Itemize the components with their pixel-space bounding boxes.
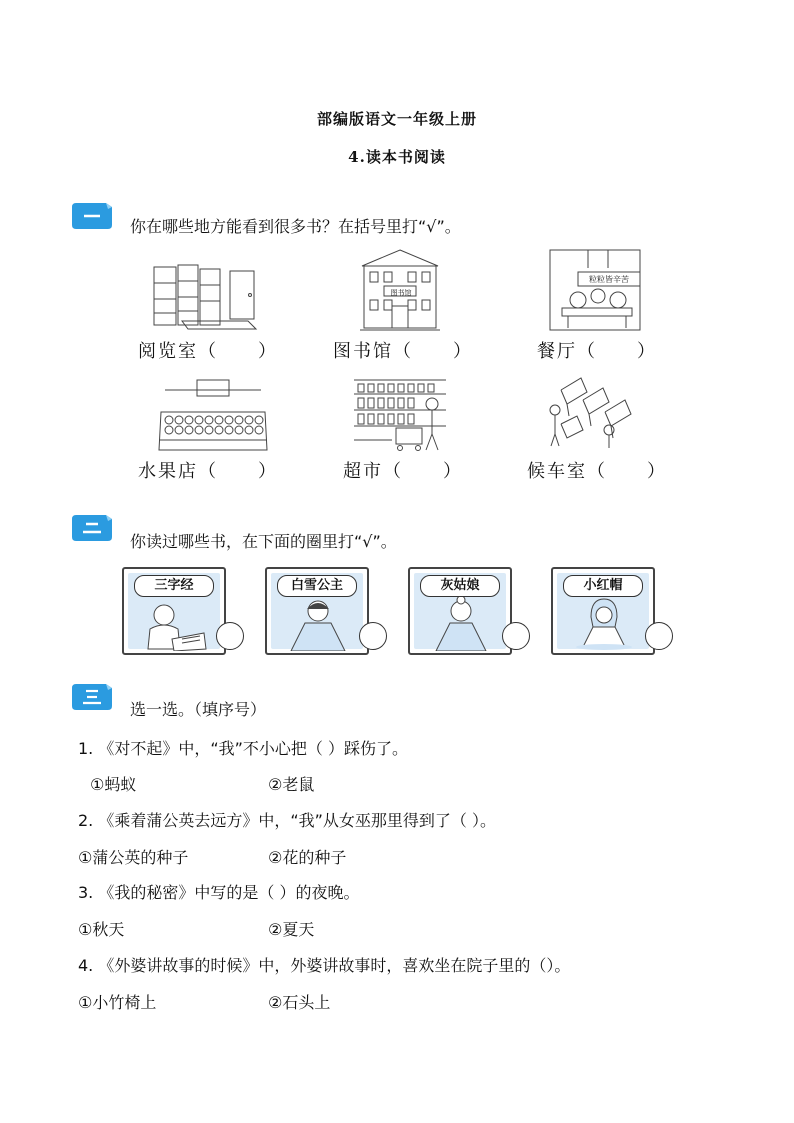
question-3-option-2: ②夏天 (268, 920, 315, 939)
fruit-shop-illustration (157, 378, 269, 454)
question-2-option-2: ②花的种子 (268, 848, 347, 867)
place-label-supermarket: 超市（ ） (343, 461, 463, 482)
place-label-canteen: 餐厅（ ） (537, 341, 657, 362)
section-one-badge-icon (72, 203, 112, 229)
section-three-badge-icon (72, 684, 112, 710)
question-1-option-1: ①蚂蚁 (90, 775, 137, 794)
question-4: 4. 《外婆讲故事的时候》中，外婆讲故事时，喜欢坐在院子里的（）。 (78, 956, 571, 975)
book-cover-4 (551, 567, 655, 655)
place-label-fruit-shop: 水果店（ ） (138, 461, 278, 482)
section-one-prompt: 你在哪些地方能看到很多书？在括号里打“√”。 (130, 217, 461, 236)
book-check-circle-3[interactable] (502, 622, 530, 650)
section-two-badge-icon (72, 515, 112, 541)
place-label-reading-room: 阅览室（ ） (138, 341, 278, 362)
book-check-circle-4[interactable] (645, 622, 673, 650)
canteen-illustration (548, 248, 642, 332)
question-1-option-2: ②老鼠 (268, 775, 315, 794)
book-illustration-1 (142, 599, 208, 651)
place-label-library: 图书馆（ ） (333, 341, 473, 362)
question-4-option-1: ①小竹椅上 (78, 993, 157, 1012)
question-1: 1. 《对不起》中，“我”不小心把（ ）踩伤了。 (78, 739, 409, 758)
question-2: 2. 《乘着蒲公英去远方》中，“我”从女巫那里得到了（ ）。 (78, 811, 497, 830)
book-title-3: 灰姑娘 (420, 575, 500, 597)
question-2-option-1: ①蒲公英的种子 (78, 848, 189, 867)
library-sign: 图书馆 (390, 289, 412, 297)
book-illustration-2 (285, 597, 351, 651)
canteen-sign: 粒粒皆辛苦 (589, 275, 629, 284)
book-illustration-4 (571, 597, 637, 651)
book-title-2: 白雪公主 (277, 575, 357, 597)
section-three-prompt: 选一选。（填序号） (130, 700, 267, 719)
section-two-prompt: 你读过哪些书，在下面的圈里打“√”。 (130, 532, 397, 551)
book-cover-3 (408, 567, 512, 655)
page-subtitle: 4.读本书阅读 (348, 148, 446, 166)
book-title-1: 三字经 (134, 575, 214, 597)
page-title: 部编版语文一年级上册 (316, 110, 477, 128)
question-3: 3. 《我的秘密》中写的是（ ）的夜晚。 (78, 883, 360, 902)
reading-room-illustration (152, 263, 258, 333)
question-4-option-2: ②石头上 (268, 993, 331, 1012)
waiting-room-illustration (543, 376, 643, 454)
supermarket-illustration (352, 378, 448, 454)
book-title-4: 小红帽 (563, 575, 643, 597)
book-check-circle-1[interactable] (216, 622, 244, 650)
place-label-waiting-room: 候车室（ ） (527, 461, 667, 482)
book-illustration-3 (428, 597, 494, 651)
book-cover-2 (265, 567, 369, 655)
book-check-circle-2[interactable] (359, 622, 387, 650)
question-3-option-1: ①秋天 (78, 920, 125, 939)
book-cover-1 (122, 567, 226, 655)
